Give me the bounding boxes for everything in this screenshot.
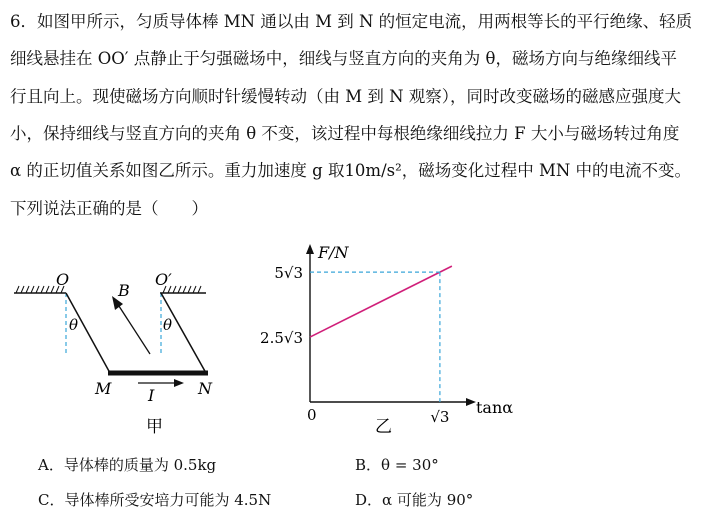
origin-label: 0: [307, 406, 317, 424]
question-line-5: α 的正切值关系如图乙所示。重力加速度 g 取10m/s²，磁场变化过程中 MN 中的电流不变。: [10, 161, 692, 180]
series-line: [310, 266, 452, 337]
caption-jia: 甲: [146, 417, 163, 437]
question-line-6: 下列说法正确的是（ ）: [10, 199, 208, 218]
x-tick-sqrt3: √3: [430, 408, 450, 426]
question-line-2: 细线悬挂在 OO′ 点静止于匀强磁场中，细线与竖直方向的夹角为 θ，磁场方向与绝缘细线平: [10, 49, 677, 68]
choice-c[interactable]: C．导体棒所受安培力可能为 4.5N: [38, 491, 272, 509]
question-line-3: 行且向上。现使磁场方向顺时针缓慢转动（由 M 到 N 观察），同时改变磁场的磁感应强度大: [10, 87, 682, 106]
y-axis-arrow: [306, 244, 314, 254]
current-arrow-head: [174, 379, 184, 387]
label-o: O: [56, 270, 70, 289]
label-b: B: [118, 281, 130, 300]
x-axis-arrow: [466, 398, 476, 406]
figure-yi-chart: [250, 240, 520, 440]
question-line-1: 6．如图甲所示，匀质导体棒 MN 通以由 M 到 N 的恒定电流，用两根等长的平行绝缘、轻质: [10, 12, 693, 31]
label-o-prime: O′: [155, 270, 172, 289]
x-axis-label: tanα: [476, 398, 514, 417]
y-tick-bottom: 2.5√3: [260, 329, 303, 348]
figure-jia: [0, 240, 240, 440]
y-tick-top: 5√3: [274, 264, 303, 283]
choice-a[interactable]: A．导体棒的质量为 0.5kg: [38, 456, 217, 474]
question-line-4: 小，保持细线与竖直方向的夹角 θ 不变，该过程中每根绝缘细线拉力 F 大小与磁场转过角度: [10, 124, 680, 143]
label-theta-left: θ: [69, 316, 79, 334]
choice-b[interactable]: B．θ = 30°: [355, 456, 439, 474]
label-i: I: [148, 386, 155, 405]
caption-yi: 乙: [375, 417, 392, 437]
label-m: M: [95, 379, 112, 398]
y-axis-label: F/N: [318, 243, 349, 262]
label-theta-right: θ: [163, 316, 173, 334]
label-n: N: [198, 379, 212, 398]
b-field-arrow-shaft: [117, 303, 150, 354]
choice-d[interactable]: D．α 可能为 90°: [355, 491, 474, 509]
